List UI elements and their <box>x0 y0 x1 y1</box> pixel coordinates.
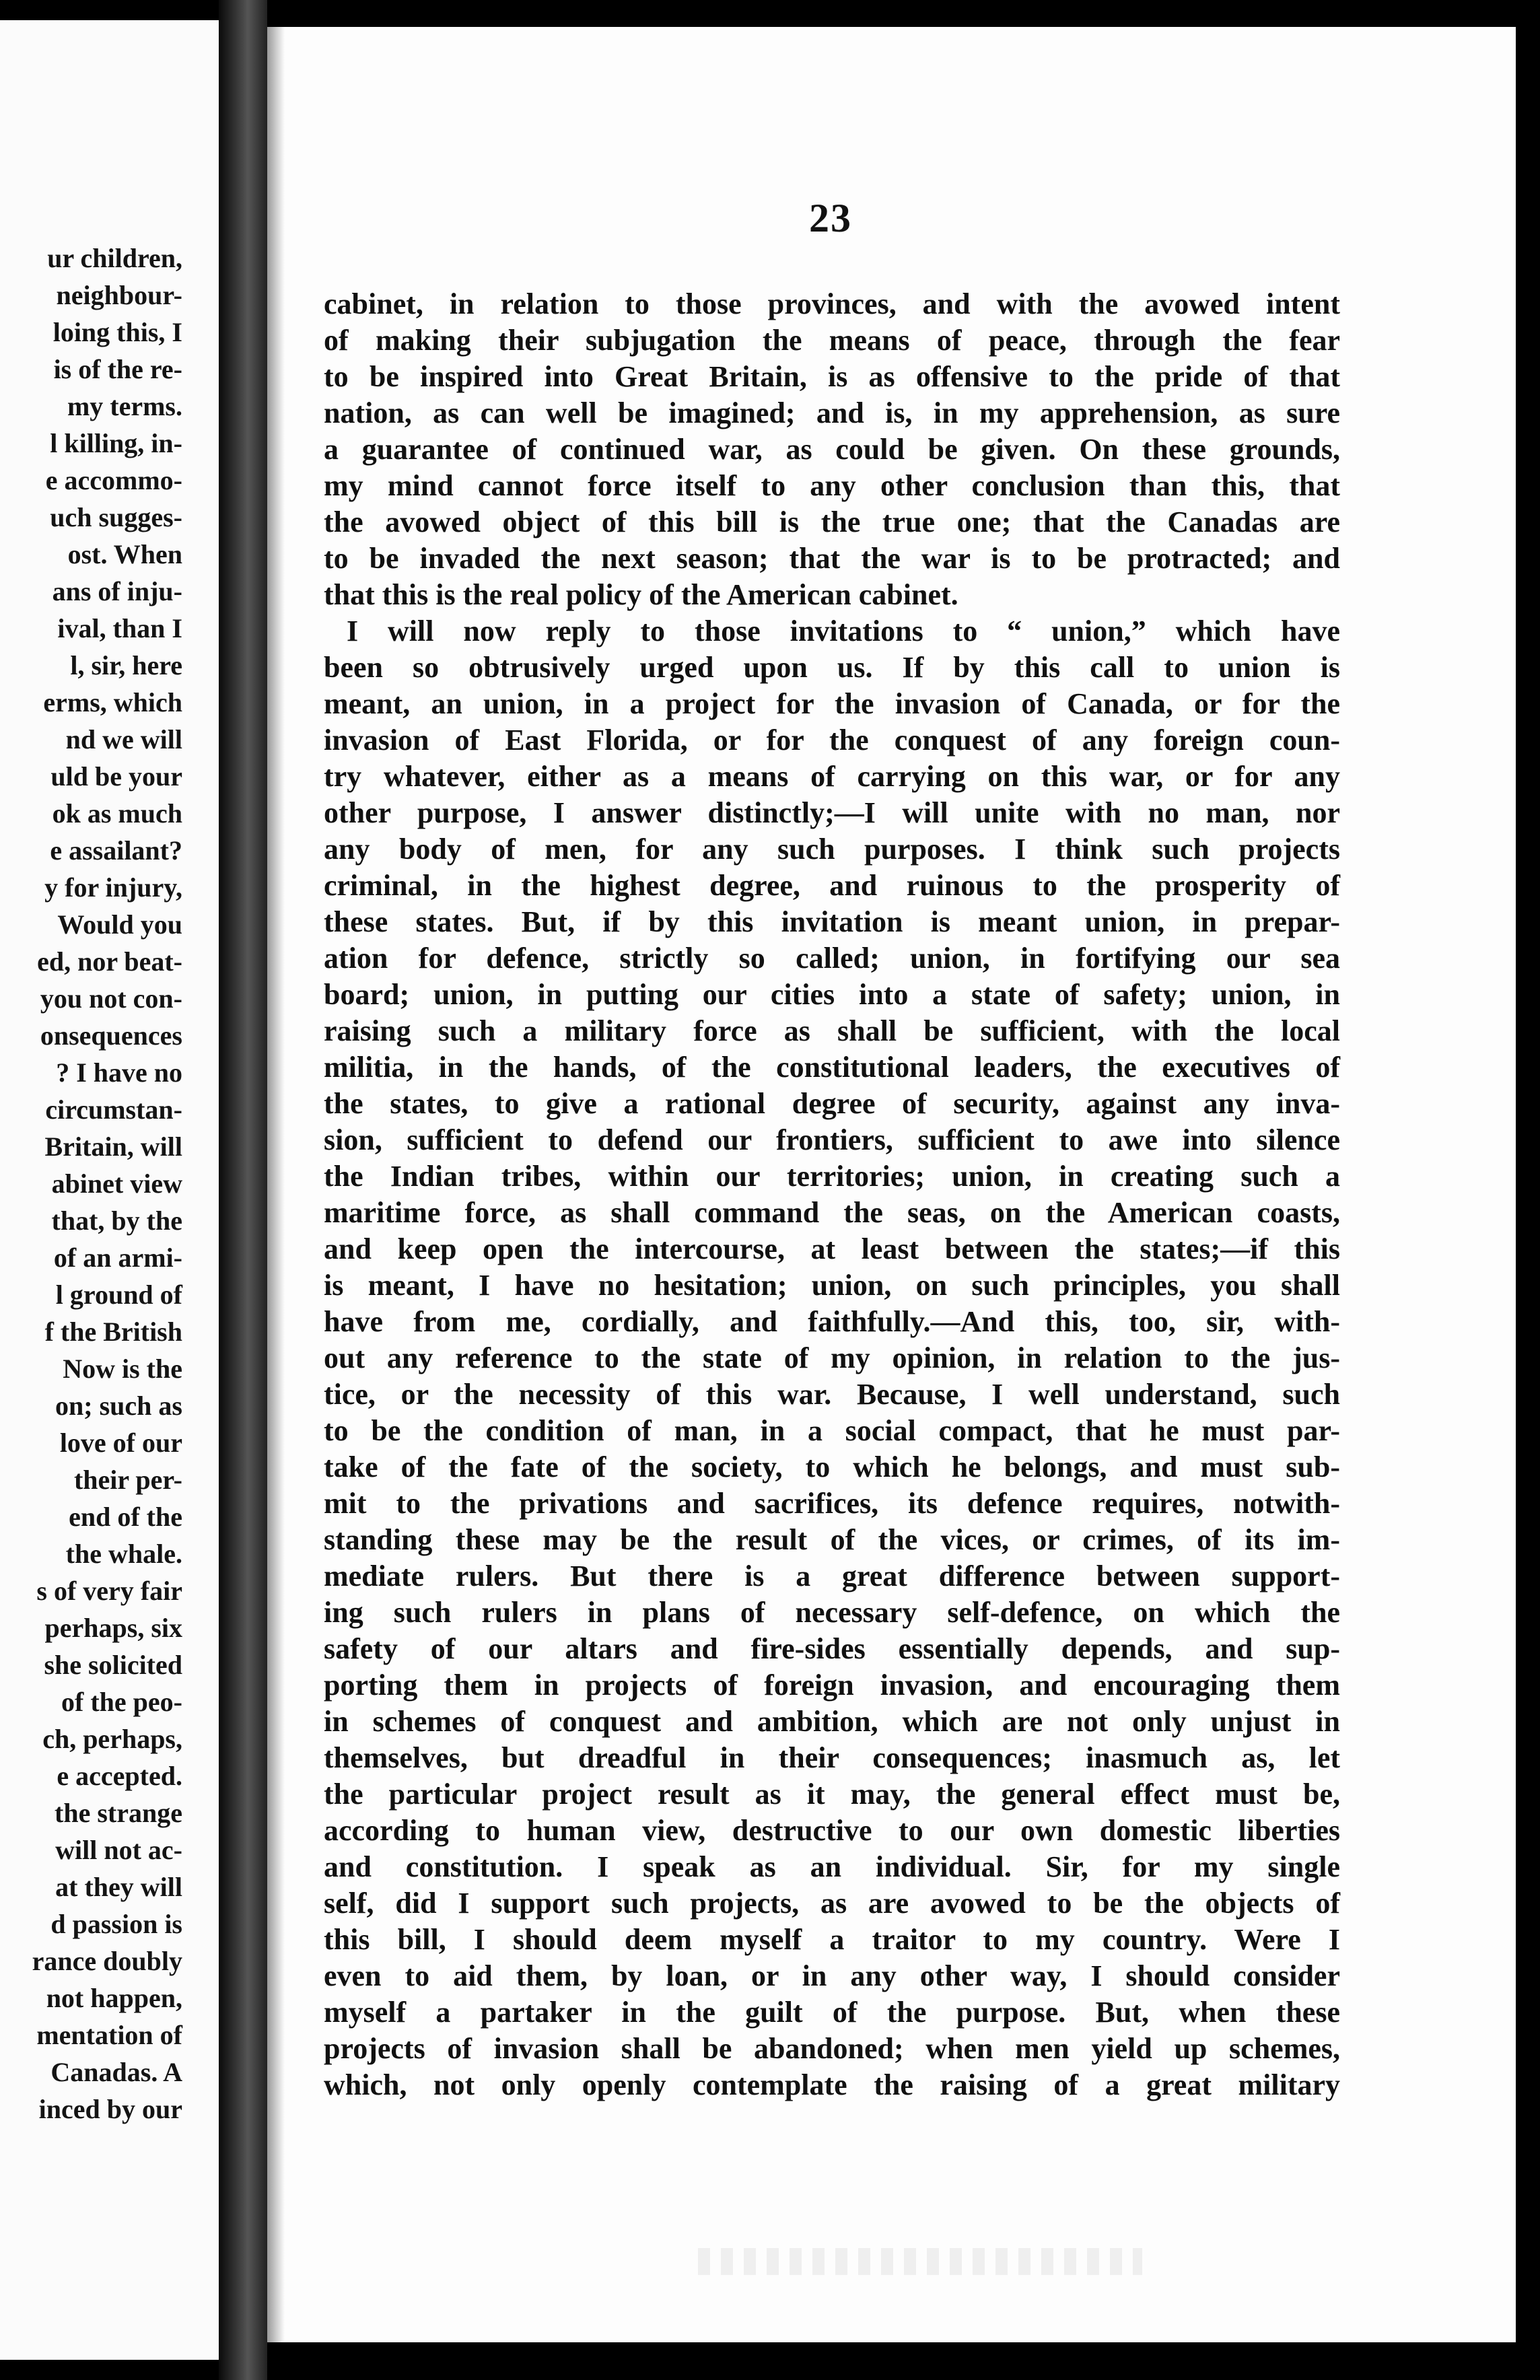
book-gutter <box>219 0 267 2380</box>
left-text-line: e accommo- <box>45 465 182 495</box>
text-line: meant, an union, in a project for the invasion of Canada, or for the <box>324 687 1340 720</box>
text-line: the states, to give a rational degree of security, against any inva- <box>324 1087 1340 1120</box>
left-text-line: uch sugges- <box>50 502 182 532</box>
left-text-line: Canadas. A <box>50 2057 182 2087</box>
left-text-line: f the British <box>44 1317 182 1347</box>
left-text-line: s of very fair <box>36 1576 182 1606</box>
left-text-line: l, sir, here <box>70 650 182 680</box>
left-text-line: loing this, I <box>53 317 182 347</box>
left-text-line: mentation of <box>36 2020 182 2050</box>
text-line: the Indian tribes, within our territories; union, in creating such a <box>324 1160 1340 1193</box>
text-line: themselves, but dreadful in their consequences; inasmuch as, let <box>324 1741 1340 1774</box>
text-line: cabinet, in relation to those provinces, and with the avowed intent <box>324 287 1340 320</box>
left-text-line: onsequences <box>40 1020 182 1051</box>
left-text-line: ok as much <box>52 798 182 829</box>
text-line: that this is the real policy of the American cabinet. <box>324 578 958 611</box>
text-line: the avowed object of this bill is the true one; that the Canadas are <box>324 505 1340 538</box>
left-text-line: nd we will <box>65 724 182 755</box>
left-text-line: that, by the <box>51 1205 182 1236</box>
show-through-bleed <box>698 2248 1142 2275</box>
text-line: self, did I support such projects, as are avowed to be the objects of <box>324 1887 1340 1920</box>
text-line: mediate rulers. But there is a great difference between support- <box>324 1560 1340 1593</box>
left-text-line: l ground of <box>55 1280 182 1310</box>
text-line: tice, or the necessity of this war. Because, I well understand, such <box>324 1378 1340 1411</box>
text-line: take of the fate of the society, to which he belongs, and must sub- <box>324 1450 1340 1483</box>
left-text-line: ? I have no <box>56 1057 182 1088</box>
text-line: mit to the privations and sacrifices, its defence requires, notwith- <box>324 1487 1340 1520</box>
text-line: is meant, I have no hesitation; union, on such principles, you shall <box>324 1269 1340 1302</box>
text-line: and constitution. I speak as an individual. Sir, for my single <box>324 1850 1340 1883</box>
right-page <box>267 27 1516 2342</box>
left-text-line: rance doubly <box>32 1946 182 1976</box>
text-line: raising such a military force as shall be sufficient, with the local <box>324 1014 1340 1047</box>
left-text-line: not happen, <box>46 1983 182 2013</box>
text-line: out any reference to the state of my opinion, in relation to the jus- <box>324 1341 1340 1374</box>
left-text-line: ival, than I <box>57 613 182 643</box>
left-text-line: e accepted. <box>57 1761 182 1791</box>
text-line: to be the condition of man, in a social compact, that he must par- <box>324 1414 1340 1447</box>
left-text-line: of an armi- <box>53 1242 182 1273</box>
left-page-fragment <box>0 20 219 2360</box>
text-line: my mind cannot force itself to any other conclusion than this, that <box>324 469 1340 502</box>
text-line: even to aid them, by loan, or in any other way, I should consider <box>324 1959 1340 1992</box>
left-text-line: is of the re- <box>53 354 182 384</box>
left-text-line: my terms. <box>67 391 182 421</box>
text-line: of making their subjugation the means of peace, through the fear <box>324 324 1340 357</box>
text-line: sion, sufficient to defend our frontiers, sufficient to awe into silence <box>324 1123 1340 1156</box>
left-text-line: ur children, <box>47 243 182 273</box>
left-text-line: neighbour- <box>56 280 182 310</box>
text-line: in schemes of conquest and ambition, which are not only unjust in <box>324 1705 1340 1738</box>
text-line: board; union, in putting our cities into a state of safety; union, in <box>324 978 1340 1011</box>
text-line: to be inspired into Great Britain, is as offensive to the pride of that <box>324 360 1340 393</box>
left-text-line: their per- <box>73 1465 182 1495</box>
text-line: projects of invasion shall be abandoned; when men yield up schemes, <box>324 2032 1340 2065</box>
text-line: been so obtrusively urged upon us. If by this call to union is <box>324 651 1340 684</box>
text-line: militia, in the hands, of the constitutional leaders, the executives of <box>324 1051 1340 1084</box>
left-text-line: you not con- <box>40 983 182 1014</box>
text-line: ation for defence, strictly so called; union, in fortifying our sea <box>324 942 1340 975</box>
text-line: porting them in projects of foreign invasion, and encouraging them <box>324 1669 1340 1702</box>
text-line: standing these may be the result of the vices, or crimes, of its im- <box>324 1523 1340 1556</box>
left-text-line: abinet view <box>51 1168 182 1199</box>
left-text-line: uld be your <box>50 761 182 792</box>
text-line: invasion of East Florida, or for the conquest of any foreign coun- <box>324 724 1340 757</box>
left-text-line: will not ac- <box>55 1835 182 1865</box>
text-line: have from me, cordially, and faithfully.—And this, too, sir, with- <box>324 1305 1340 1338</box>
text-line: nation, as can well be imagined; and is, in my apprehension, as sure <box>324 396 1340 429</box>
text-line: and keep open the intercourse, at least between the states;—if this <box>324 1232 1340 1265</box>
text-line: criminal, in the highest degree, and ruinous to the prosperity of <box>324 869 1340 902</box>
text-line: the particular project result as it may, the general effect must be, <box>324 1778 1340 1811</box>
text-line: according to human view, destructive to our own domestic liberties <box>324 1814 1340 1847</box>
text-line: maritime force, as shall command the seas, on the American coasts, <box>324 1196 1340 1229</box>
left-text-line: ch, perhaps, <box>42 1724 182 1754</box>
left-text-line: ed, nor beat- <box>37 946 182 977</box>
text-line: other purpose, I answer distinctly;—I will unite with no man, nor <box>324 796 1340 829</box>
left-text-line: y for injury, <box>44 872 182 903</box>
text-line: these states. But, if by this invitation is meant union, in prepar- <box>324 905 1340 938</box>
left-text-line: she solicited <box>44 1650 182 1680</box>
left-text-line: circumstan- <box>45 1094 182 1125</box>
left-text-line: Britain, will <box>44 1131 182 1162</box>
text-line: try whatever, either as a means of carrying on this war, or for any <box>324 760 1340 793</box>
left-text-line: erms, which <box>43 687 182 718</box>
text-line: which, not only openly contemplate the raising of a great military <box>324 2068 1340 2101</box>
left-text-line: l killing, in- <box>50 428 182 458</box>
left-text-line: the whale. <box>65 1539 182 1569</box>
text-line: safety of our altars and fire-sides essentially depends, and sup- <box>324 1632 1340 1665</box>
text-line: a guarantee of continued war, as could be given. On these grounds, <box>324 433 1340 466</box>
left-text-line: love of our <box>59 1428 182 1458</box>
left-text-line: d passion is <box>50 1909 182 1939</box>
left-text-line: of the peo- <box>61 1687 182 1717</box>
text-line: I will now reply to those invitations to “ union,” which have <box>347 615 1340 648</box>
left-text-line: the strange <box>55 1798 182 1828</box>
left-text-line: ans of inju- <box>52 576 182 606</box>
left-text-line: at they will <box>55 1872 182 1902</box>
text-line: this bill, I should deem myself a traitor to my country. Were I <box>324 1923 1340 1956</box>
text-line: to be invaded the next season; that the war is to be protracted; and <box>324 542 1340 575</box>
text-line: ing such rulers in plans of necessary self-defence, on which the <box>324 1596 1340 1629</box>
left-text-line: e assailant? <box>50 835 182 866</box>
left-text-line: ost. When <box>67 539 182 569</box>
left-text-line: end of the <box>69 1502 182 1532</box>
body-text <box>324 286 1340 2103</box>
left-text-line: perhaps, six <box>44 1613 182 1643</box>
left-text-line: on; such as <box>55 1391 182 1421</box>
text-line: myself a partaker in the guilt of the purpose. But, when these <box>324 1996 1340 2029</box>
text-line: any body of men, for any such purposes. I think such projects <box>324 833 1340 866</box>
left-text-line: Now is the <box>63 1354 182 1384</box>
page-edge-shadow <box>267 27 285 2342</box>
left-page-text <box>32 240 182 2128</box>
page-number: 23 <box>809 196 852 240</box>
left-text-line: Would you <box>57 909 182 940</box>
left-text-line: inced by our <box>38 2094 182 2124</box>
